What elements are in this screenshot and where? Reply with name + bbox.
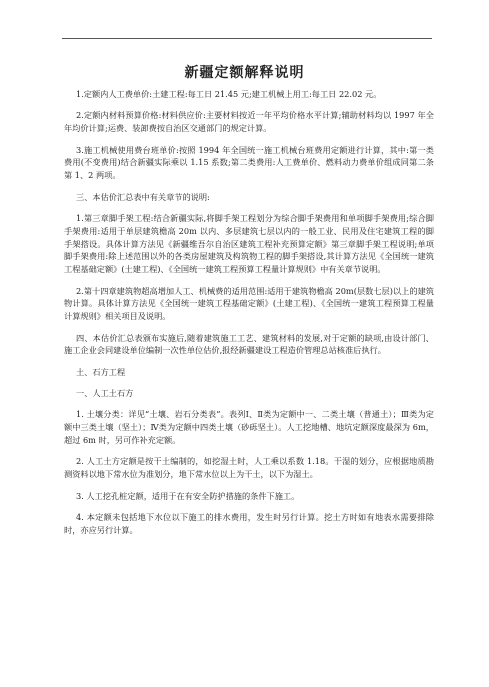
paragraph-implementation: 四、本估价汇总表颁布实施后,随着建筑施工工艺、建筑材料的发展,对于定额的缺项,由设计部门、施工企业会同建设单位编制一次性单位估价,报经新疆建设工程造价管理总站核准后执行。 bbox=[64, 332, 434, 356]
paragraph-high-rise: 2.第十四章建筑物超高增加人工、机械费的适用范围:适用于建筑物檐高 20m(层数七层)以上的建筑物计算。具体计算方法见《全国统一建筑工程基础定额》(土建工程)、《全国统一建筑工程预算工程量计算规则》相关项目及说明。 bbox=[64, 285, 434, 322]
section-heading-chapters: 三、本估价汇总表中有关章节的说明: bbox=[76, 191, 210, 202]
paragraph-pile: 3. 人工挖孔桩定额，适用于在有安全防护措施的条件下施工。 bbox=[76, 490, 300, 501]
header-rule bbox=[62, 38, 432, 39]
paragraph-drainage: 4. 本定额未包括地下水位以下施工的排水费用，发生时另行计算。挖土方时如有地表水需要排除时，亦应另行计算。 bbox=[64, 512, 434, 535]
page-title: 新疆定额解释说明 bbox=[184, 65, 305, 81]
paragraph-machine-rate: 3.施工机械使用费台班单价:按照 1994 年全国统一施工机械台班费用定额进行计算，其中:第一类费用(不变费用)结合新疆实际乘以 1.15 系数;第二类费用:人工费单价、燃料动力费单价组成同第二条第 1、2 两项。 bbox=[64, 144, 434, 181]
subsection-heading-manual-earthwork: 一、人工土石方 bbox=[76, 388, 134, 399]
document-body bbox=[64, 88, 434, 545]
paragraph-labor-rate: 1.定额内人工费单价:土建工程:每工日 21.45 元;建工机械上用工:每工日 22.02 元。 bbox=[76, 89, 382, 99]
paragraph-dry-soil: 2. 人工土方定额是按干土编制的，如挖湿土时，人工乘以系数 1.18。干湿的划分，应根据地质勘测资料以地下常水位为准划分，地下常水位以上为干土，以下为湿土。 bbox=[64, 456, 434, 480]
paragraph-material-price: 2.定额内材料预算价格:材料供应价:主要材料按近一年平均价格水平计算;辅助材料均以 1997 年全年均价计算;运费、装卸费按自治区交通部门的规定计算。 bbox=[64, 110, 434, 134]
paragraph-scaffolding: 1.第三章脚手架工程:结合新疆实际,将脚手架工程划分为综合脚手架费用和单项脚手架费用;综合脚手架费用:适用于单层建筑檐高 20m 以内、多层建筑七层以内的一般工业、民用及住宅建筑工程的脚手架搭设。具体计算方法见《新疆维吾尔自治区建筑工程补充预算定额》第三章脚手架工程说明;单项脚手架费用:除上述范围以外的各类房屋建筑及构筑物工程的脚手架搭设,其计算方法见《全国统一建筑工程基础定额》(土建工程)、《全国统一建筑工程预算工程量计算规则》中有关章节说明。 bbox=[64, 212, 434, 275]
section-heading-earthwork: 土、石方工程 bbox=[76, 366, 126, 377]
paragraph-soil-classification: 1. 土壤分类：详见“土壤、岩石分类表”。表列Ⅰ、Ⅱ类为定额中一、二类土壤（普通土）；Ⅲ类为定额中三类土壤（坚土）；Ⅳ类为定额中四类土壤（砂砾坚土）。人工挖地槽、地坑定额深度最深为 6m，超过 6m 时，另可作补充定额。 bbox=[64, 409, 434, 446]
